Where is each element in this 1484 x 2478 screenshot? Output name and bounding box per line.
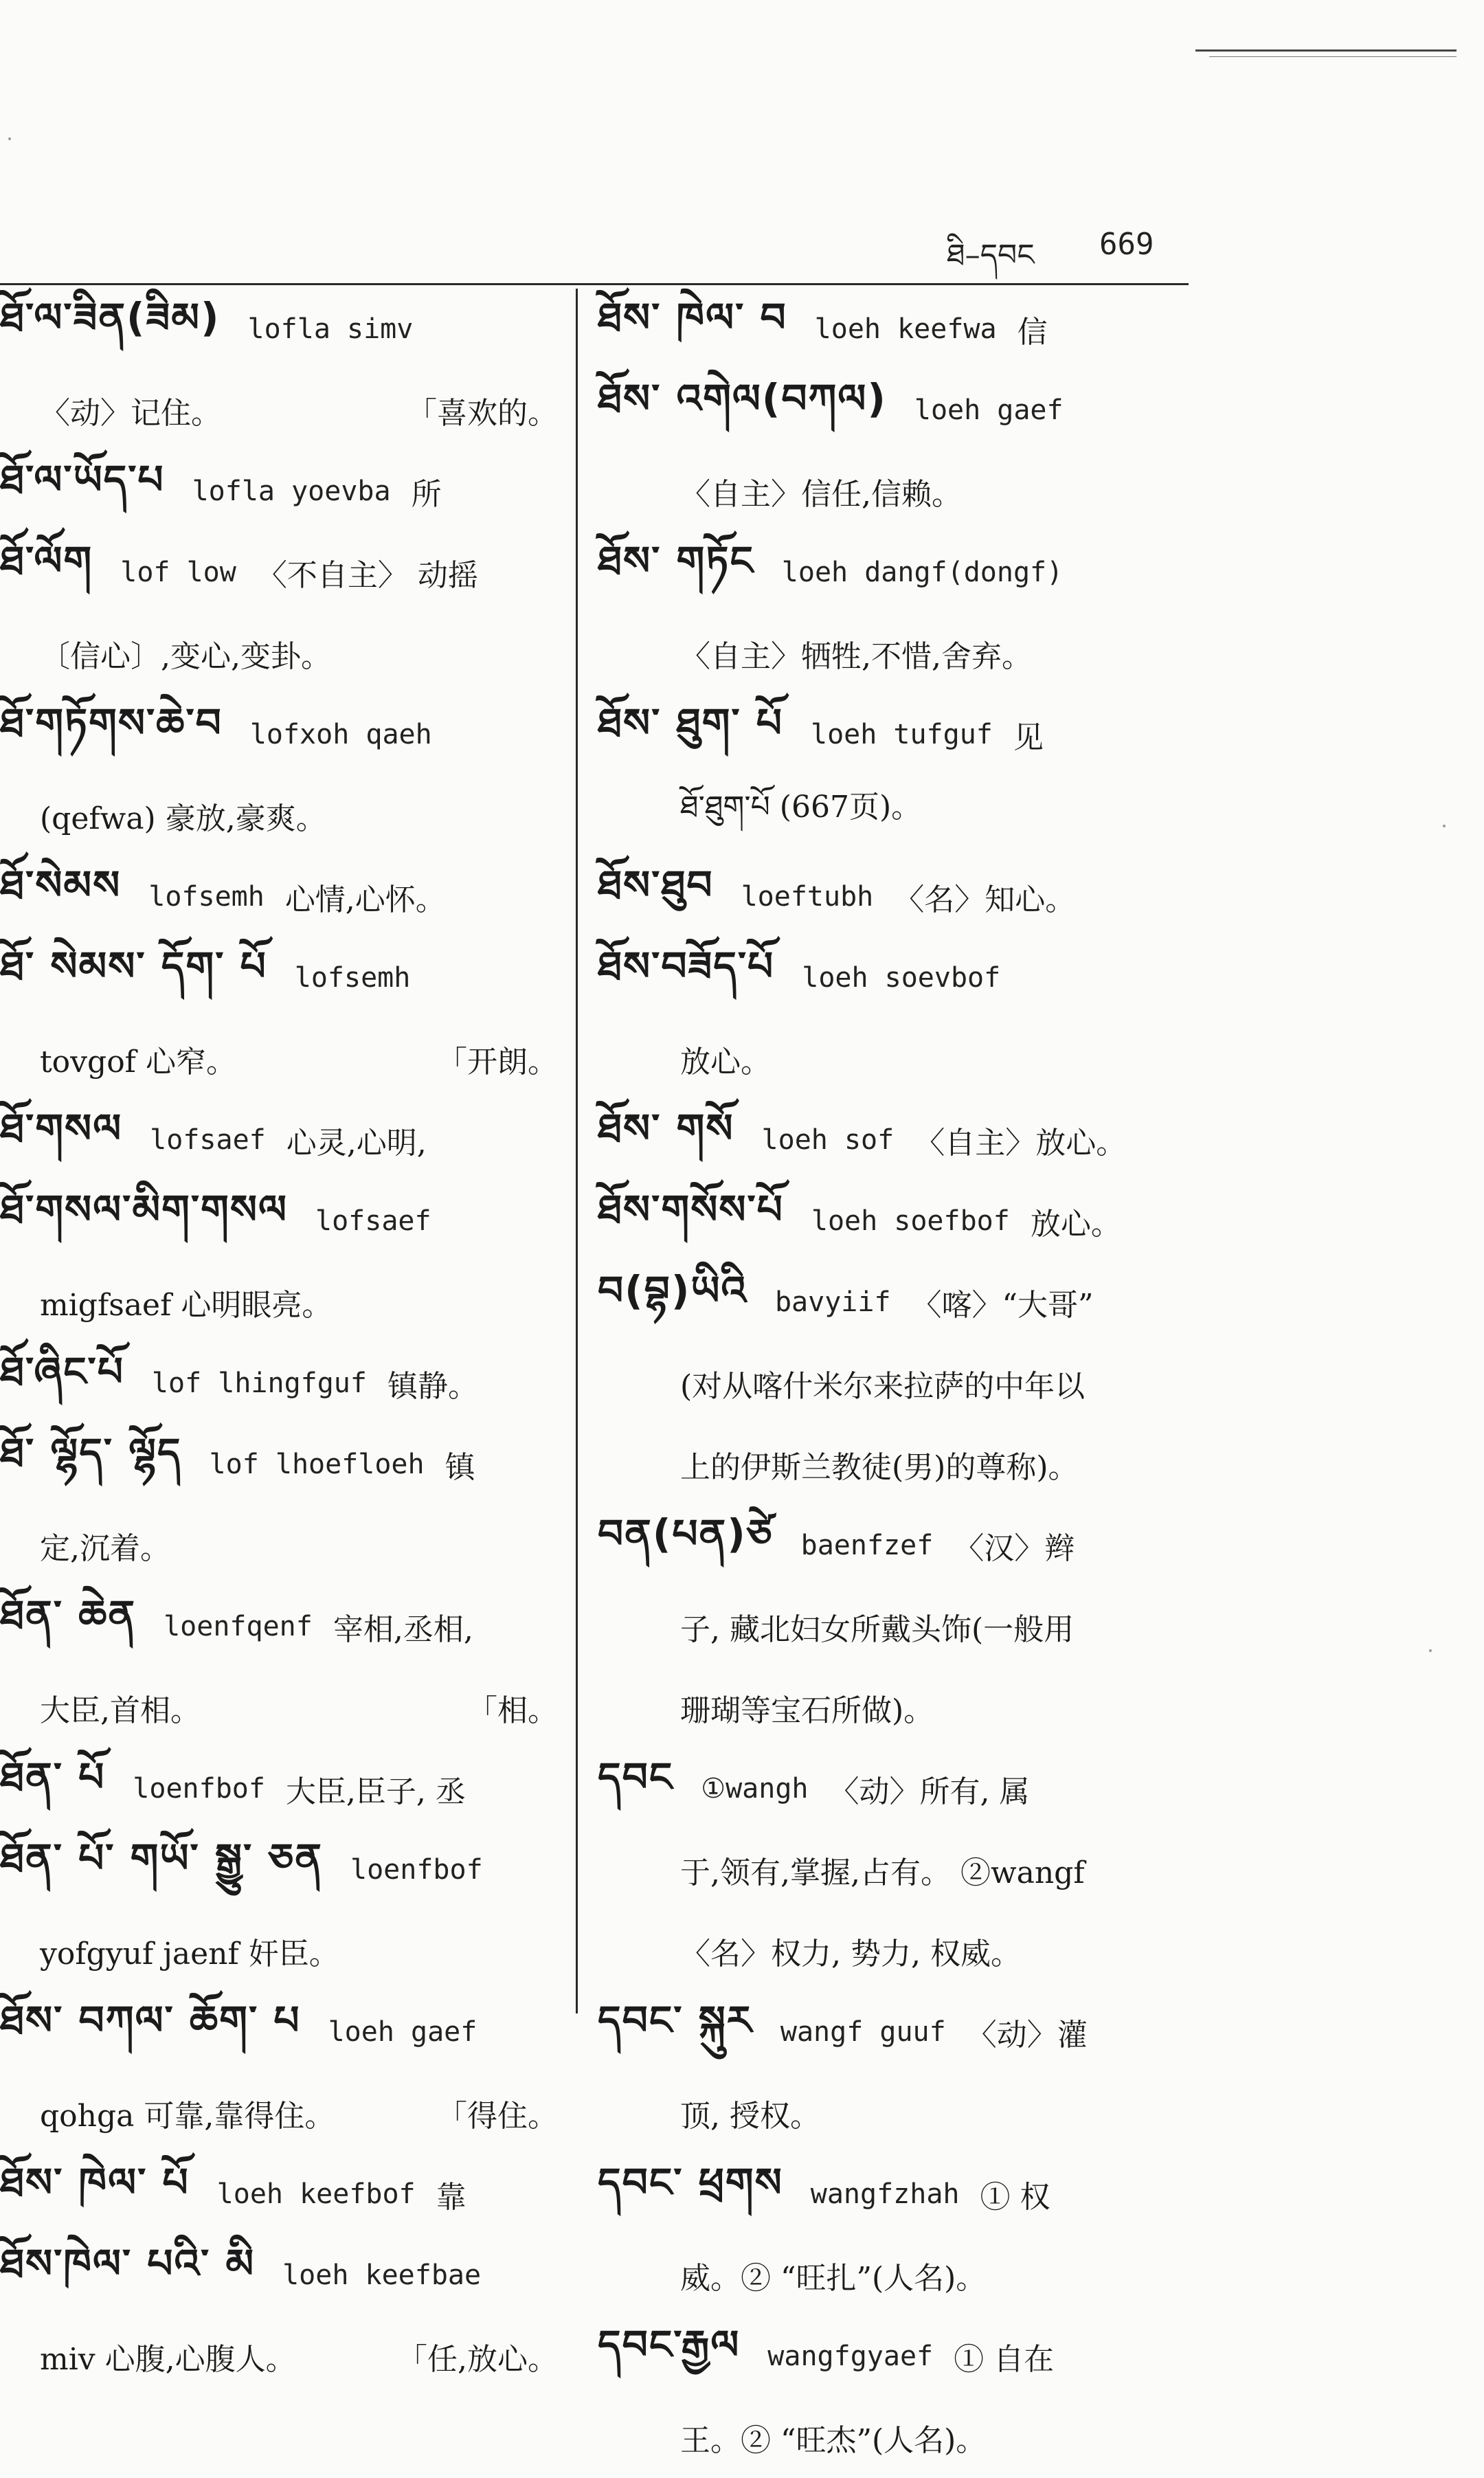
phonetic-transcription: lofsaef <box>150 1124 266 1156</box>
chinese-definition: ① 自在 <box>954 2342 1055 2377</box>
chinese-definition: 〔信心〕,变心,变卦。 <box>40 639 331 674</box>
phonetic-transcription: loeh soefbof <box>811 1205 1010 1237</box>
chinese-definition: 〈自主〉放心。 <box>914 1126 1127 1161</box>
carry-over-text: 「相。 <box>467 1693 558 1728</box>
entry-line <box>0 1424 563 1505</box>
entry-line <box>0 289 563 370</box>
chinese-definition: 心情,心怀。 <box>284 882 446 917</box>
chinese-definition: 上的伊斯兰教徒(男)的尊称)。 <box>680 1450 1079 1485</box>
phonetic-transcription: loeh soevbof <box>802 962 1001 994</box>
chinese-definition: 放心。 <box>680 1045 771 1080</box>
phonetic-transcription: loenfqenf <box>164 1611 313 1642</box>
entry-line <box>598 1505 1202 1586</box>
entry-line <box>598 1262 1202 1343</box>
page-number: 669 <box>1099 227 1154 262</box>
tibetan-headword: ཐོ་གསལ <box>0 1104 123 1152</box>
tibetan-headword: ཐོ་སེམས <box>0 861 122 908</box>
entry-line <box>0 937 563 1018</box>
tibetan-headword: ཐོས་གསོས་པོ <box>598 1185 784 1233</box>
entry-line <box>0 1586 563 1667</box>
phonetic-transcription: wangf guuf <box>780 2016 946 2048</box>
tibetan-headword: ཐོས་ ཐུག་ པོ <box>598 699 783 746</box>
tibetan-headword: ཐོན་ པོ་ གཡོ་ སྒྱུ་ ཅན <box>0 1834 323 1882</box>
chinese-definition: 宰相,丞相, <box>333 1612 473 1647</box>
chinese-definition: 于,领有,掌握,占有。 ②wangf <box>680 1855 1085 1890</box>
scan-speck <box>1429 1649 1432 1652</box>
entry-line <box>0 1181 563 1262</box>
phonetic-transcription: lofxoh qaeh <box>249 719 432 750</box>
entry-line <box>598 1748 1202 1829</box>
phonetic-transcription: loenfbof <box>133 1773 265 1805</box>
tibetan-headword: བ(བྷ)ཡིའི <box>598 1266 747 1314</box>
phonetic-transcription: baenfzef <box>800 1530 934 1561</box>
phonetic-transcription: bavyiif <box>774 1286 891 1318</box>
phonetic-transcription: loeh gaef <box>328 2016 477 2048</box>
carry-over-text: 「得住。 <box>437 2099 558 2134</box>
phonetic-transcription: loeftubh <box>741 881 874 913</box>
chinese-definition: 〈动〉记住。 <box>40 396 221 431</box>
chinese-definition: 〈动〉灌 <box>966 2018 1088 2053</box>
chinese-definition: 子, 藏北妇女所戴头饰(一般用 <box>680 1612 1075 1647</box>
corner-rule <box>1195 49 1457 52</box>
chinese-definition: 靠 <box>436 2180 466 2215</box>
entry-line <box>0 532 563 613</box>
chinese-definition: 大臣,首相。 <box>40 1693 201 1728</box>
column-divider <box>576 289 578 2013</box>
tibetan-headword: ཐོ་ཞིང་པོ <box>0 1348 124 1395</box>
tibetan-headword: ཐོས་ཁེལ་ པའི་ མི <box>0 2240 256 2287</box>
entry-line <box>598 694 1202 775</box>
chinese-definition: 所 <box>411 477 442 512</box>
entry-continuation-line <box>598 1667 1202 1748</box>
phonetic-transcription: loeh keefbae <box>282 2259 482 2291</box>
scan-speck <box>8 137 11 140</box>
chinese-definition: (qefwa) 豪放,豪爽。 <box>40 801 326 836</box>
chinese-definition: 放心。 <box>1030 1207 1121 1242</box>
phonetic-transcription: lof lhoefloeh <box>209 1449 425 1480</box>
phonetic-transcription: wangfgyaef <box>767 2341 934 2372</box>
entry-continuation-line <box>598 1829 1202 1910</box>
phonetic-transcription: loeh gaef <box>914 394 1064 426</box>
chinese-definition: 镇 <box>445 1450 475 1485</box>
entry-line <box>598 2154 1202 2235</box>
entry-line <box>598 2316 1202 2397</box>
chinese-definition: 珊瑚等宝石所做)。 <box>680 1693 934 1728</box>
phonetic-transcription: lofla yoevba <box>192 476 391 507</box>
tibetan-headword: ཐོས་ ཁེལ་ པོ <box>0 2158 190 2206</box>
phonetic-transcription: loeh sof <box>761 1124 895 1156</box>
phonetic-transcription: loeh dangf(dongf) <box>781 557 1064 588</box>
tibetan-headword: ཐོས་ གསོ <box>598 1104 734 1152</box>
tibetan-headword: ཐོས་ ཁེལ་ བ <box>598 293 787 341</box>
entry-line <box>0 1829 563 1910</box>
tibetan-headword: ཐོ་ལ་ཟིན(ཟིམ) <box>0 293 221 341</box>
chinese-definition: 见 <box>1013 720 1044 755</box>
chinese-definition: 大臣,臣子, 丞 <box>285 1774 466 1809</box>
chinese-definition: 〈名〉知心。 <box>894 882 1076 917</box>
chinese-definition: migfsaef 心明眼亮。 <box>40 1288 333 1323</box>
phonetic-transcription: lof low <box>120 557 236 588</box>
tibetan-headword: ཐོས་བཟོད་པོ <box>598 942 775 990</box>
tibetan-headword: དབང་ སྐུར <box>598 1996 753 2044</box>
tibetan-headword: ཐོས་ཐུབ <box>598 861 714 908</box>
chinese-definition: 定,沉着。 <box>40 1531 170 1566</box>
chinese-definition: (对从喀什米尔来拉萨的中年以 <box>680 1369 1086 1404</box>
phonetic-transcription: loenfbof <box>350 1854 483 1886</box>
phonetic-transcription: lof lhingfguf <box>151 1368 367 1399</box>
chinese-definition: 信 <box>1017 315 1048 350</box>
tibetan-headword: ཐོ་ལོག <box>0 537 93 584</box>
carry-over-text: 「任,放心。 <box>397 2342 558 2377</box>
chinese-definition: 〈汉〉辫 <box>954 1531 1075 1566</box>
chinese-definition: miv 心腹,心腹人。 <box>40 2342 296 2377</box>
tibetan-headword: ཐོ་ ལྷོད་ ལྷོད <box>0 1429 182 1476</box>
corner-rule-secondary <box>1209 56 1457 57</box>
tibetan-headword: དབང་རྒྱལ <box>598 2321 741 2368</box>
chinese-definition: ① 权 <box>980 2180 1050 2215</box>
entry-line <box>598 370 1202 451</box>
chinese-definition: 顶, 授权。 <box>680 2099 820 2134</box>
tibetan-headword: བན(པན)ཙེ <box>598 1510 774 1557</box>
chinese-definition: qohga 可靠,靠得住。 <box>40 2099 335 2134</box>
tibetan-headword: ཐོས་ གཏོང <box>598 537 754 584</box>
chinese-definition: 〈动〉所有, 属 <box>829 1774 1030 1809</box>
phonetic-transcription: lofsemh <box>294 962 411 994</box>
carry-over-text: 「开朗。 <box>437 1045 558 1080</box>
chinese-definition: 〈自主〉牺牲,不惜,舍弃。 <box>680 639 1032 674</box>
phonetic-transcription: loeh keefwa <box>814 313 997 345</box>
carry-over-text: 「喜欢的。 <box>407 396 558 431</box>
tibetan-headword: ཐོ་གཏོགས་ཆེ་བ <box>0 699 223 746</box>
chinese-definition: 王。② “旺杰”(人名)。 <box>680 2423 987 2458</box>
tibetan-headword: ཐོས་ འགེལ(བཀལ) <box>598 375 887 422</box>
chinese-definition: 心灵,心明, <box>286 1126 427 1161</box>
entry-line <box>0 694 563 775</box>
left-column <box>0 289 563 2397</box>
phonetic-transcription: wangfzhah <box>810 2178 960 2210</box>
entry-line <box>0 1991 563 2073</box>
chinese-definition: 威。② “旺扎”(人名)。 <box>680 2261 987 2296</box>
entry-line <box>0 2235 563 2316</box>
tibetan-headword: ཐོ་ལ་ཡོད་པ <box>0 456 165 503</box>
tibetan-headword: ཐོན་ པོ <box>0 1753 106 1800</box>
header-page-range: ཐི–དབང <box>947 238 1035 273</box>
tibetan-headword: དབང <box>598 1753 674 1800</box>
tibetan-headword: ཐོ་གསལ་མིག་གསལ <box>0 1185 288 1233</box>
chinese-definition: 〈自主〉信任,信赖。 <box>680 477 962 512</box>
tibetan-headword: ཐོན་ ཆེན <box>0 1591 137 1638</box>
phonetic-transcription: loeh keefbof <box>216 2178 416 2210</box>
chinese-definition: 〈喀〉“大哥” <box>911 1288 1094 1323</box>
tibetan-headword: དབང་ ཕྲགས <box>598 2158 783 2206</box>
phonetic-transcription: lofsemh <box>148 881 265 913</box>
phonetic-transcription: lofsaef <box>315 1205 431 1237</box>
chinese-definition: 镇静。 <box>387 1369 478 1404</box>
entry-line <box>598 1991 1202 2073</box>
phonetic-transcription: loeh tufguf <box>810 719 993 750</box>
phonetic-transcription: ①wangh <box>701 1773 809 1805</box>
entry-line <box>598 937 1202 1018</box>
chinese-definition: yofgyuf jaenf 奸臣。 <box>40 1936 339 1972</box>
chinese-definition: tovgof 心窄。 <box>40 1045 236 1080</box>
chinese-definition: 〈名〉权力, 势力, 权威。 <box>680 1936 1021 1972</box>
tibetan-headword: ཐོས་ བཀལ་ ཆོག་ པ <box>0 1996 301 2044</box>
chinese-definition: 〈不自主〉 动摇 <box>256 558 478 593</box>
chinese-definition: ཐོ་ཐུག་པོ (667页)。 <box>680 790 922 825</box>
tibetan-headword: ཐོ་ སེམས་ དོག་ པོ <box>0 942 267 990</box>
entry-line <box>598 532 1202 613</box>
scan-speck <box>1443 825 1446 827</box>
right-column <box>598 289 1202 2478</box>
phonetic-transcription: lofla simv <box>247 313 414 345</box>
